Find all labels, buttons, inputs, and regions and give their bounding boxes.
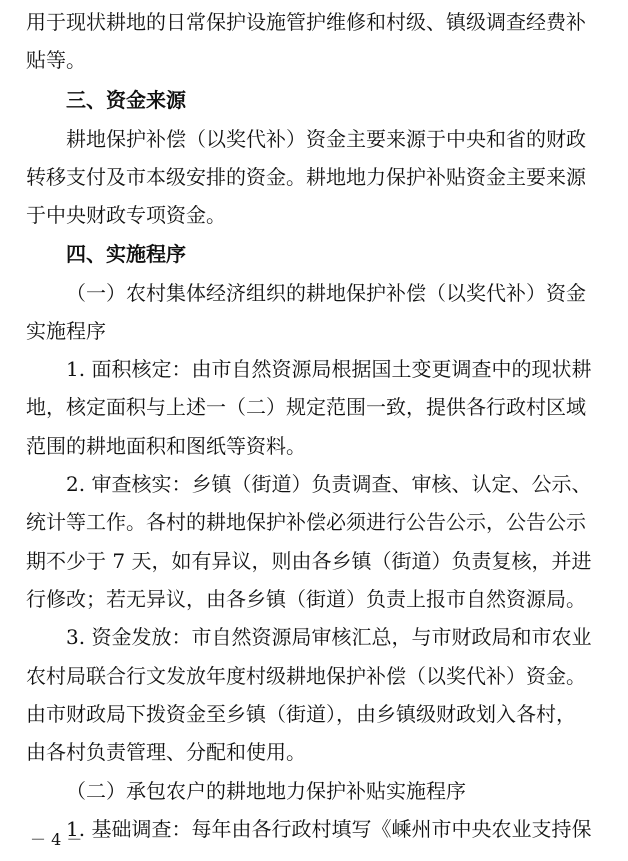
body-text-line-12: 范围的耕地面积和图纸等资料。 bbox=[26, 434, 306, 458]
subheading-line-2: 实施程序 bbox=[26, 319, 106, 343]
body-text-line-18: 农村局联合行文发放年度村级耕地保护补偿（以奖代补）资金。 bbox=[26, 664, 586, 688]
body-text-line-20: 由各村负责管理、分配和使用。 bbox=[26, 740, 306, 764]
body-text-line-22: 1. 基础调查：每年由各行政村填写《嵊州市中央农业支持保 bbox=[66, 817, 592, 841]
body-text-line-13: 2. 审查核实：乡镇（街道）负责调查、审核、认定、公示、 bbox=[66, 472, 592, 496]
body-text-line-2: 贴等。 bbox=[26, 48, 86, 72]
section-heading-procedure: 四、实施程序 bbox=[66, 242, 186, 266]
body-text-line-5: 转移支付及市本级安排的资金。耕地地力保护补贴资金主要来源 bbox=[26, 165, 586, 189]
body-text-line-15: 期不少于 7 天，如有异议，则由各乡镇（街道）负责复核，并进 bbox=[26, 549, 592, 573]
body-text-line-4: 耕地保护补偿（以奖代补）资金主要来源于中央和省的财政 bbox=[66, 127, 586, 151]
subheading-line-1: （一）农村集体经济组织的耕地保护补偿（以奖代补）资金 bbox=[66, 281, 586, 305]
body-text-line-10: 1. 面积核定：由市自然资源局根据国土变更调查中的现状耕 bbox=[66, 357, 592, 381]
body-text-line-17: 3. 资金发放：市自然资源局审核汇总，与市财政局和市农业 bbox=[66, 625, 592, 649]
body-text-line-11: 地，核定面积与上述一（二）规定范围一致，提供各行政村区域 bbox=[26, 395, 586, 419]
body-text-line-16: 行修改；若无异议，由各乡镇（街道）负责上报市自然资源局。 bbox=[26, 587, 586, 611]
body-text-line-1: 用于现状耕地的日常保护设施管护维修和村级、镇级调查经费补 bbox=[26, 10, 586, 34]
section-heading-funding-source: 三、资金来源 bbox=[66, 88, 186, 112]
body-text-line-6: 于中央财政专项资金。 bbox=[26, 203, 226, 227]
page-number: － 4 － bbox=[30, 830, 83, 849]
body-text-line-19: 由市财政局下拨资金至乡镇（街道），由乡镇级财政划入各村， bbox=[26, 702, 576, 726]
subheading-contracting-households: （二）承包农户的耕地地力保护补贴实施程序 bbox=[66, 779, 466, 803]
body-text-line-14: 统计等工作。各村的耕地保护补偿必须进行公告公示，公告公示 bbox=[26, 510, 586, 534]
